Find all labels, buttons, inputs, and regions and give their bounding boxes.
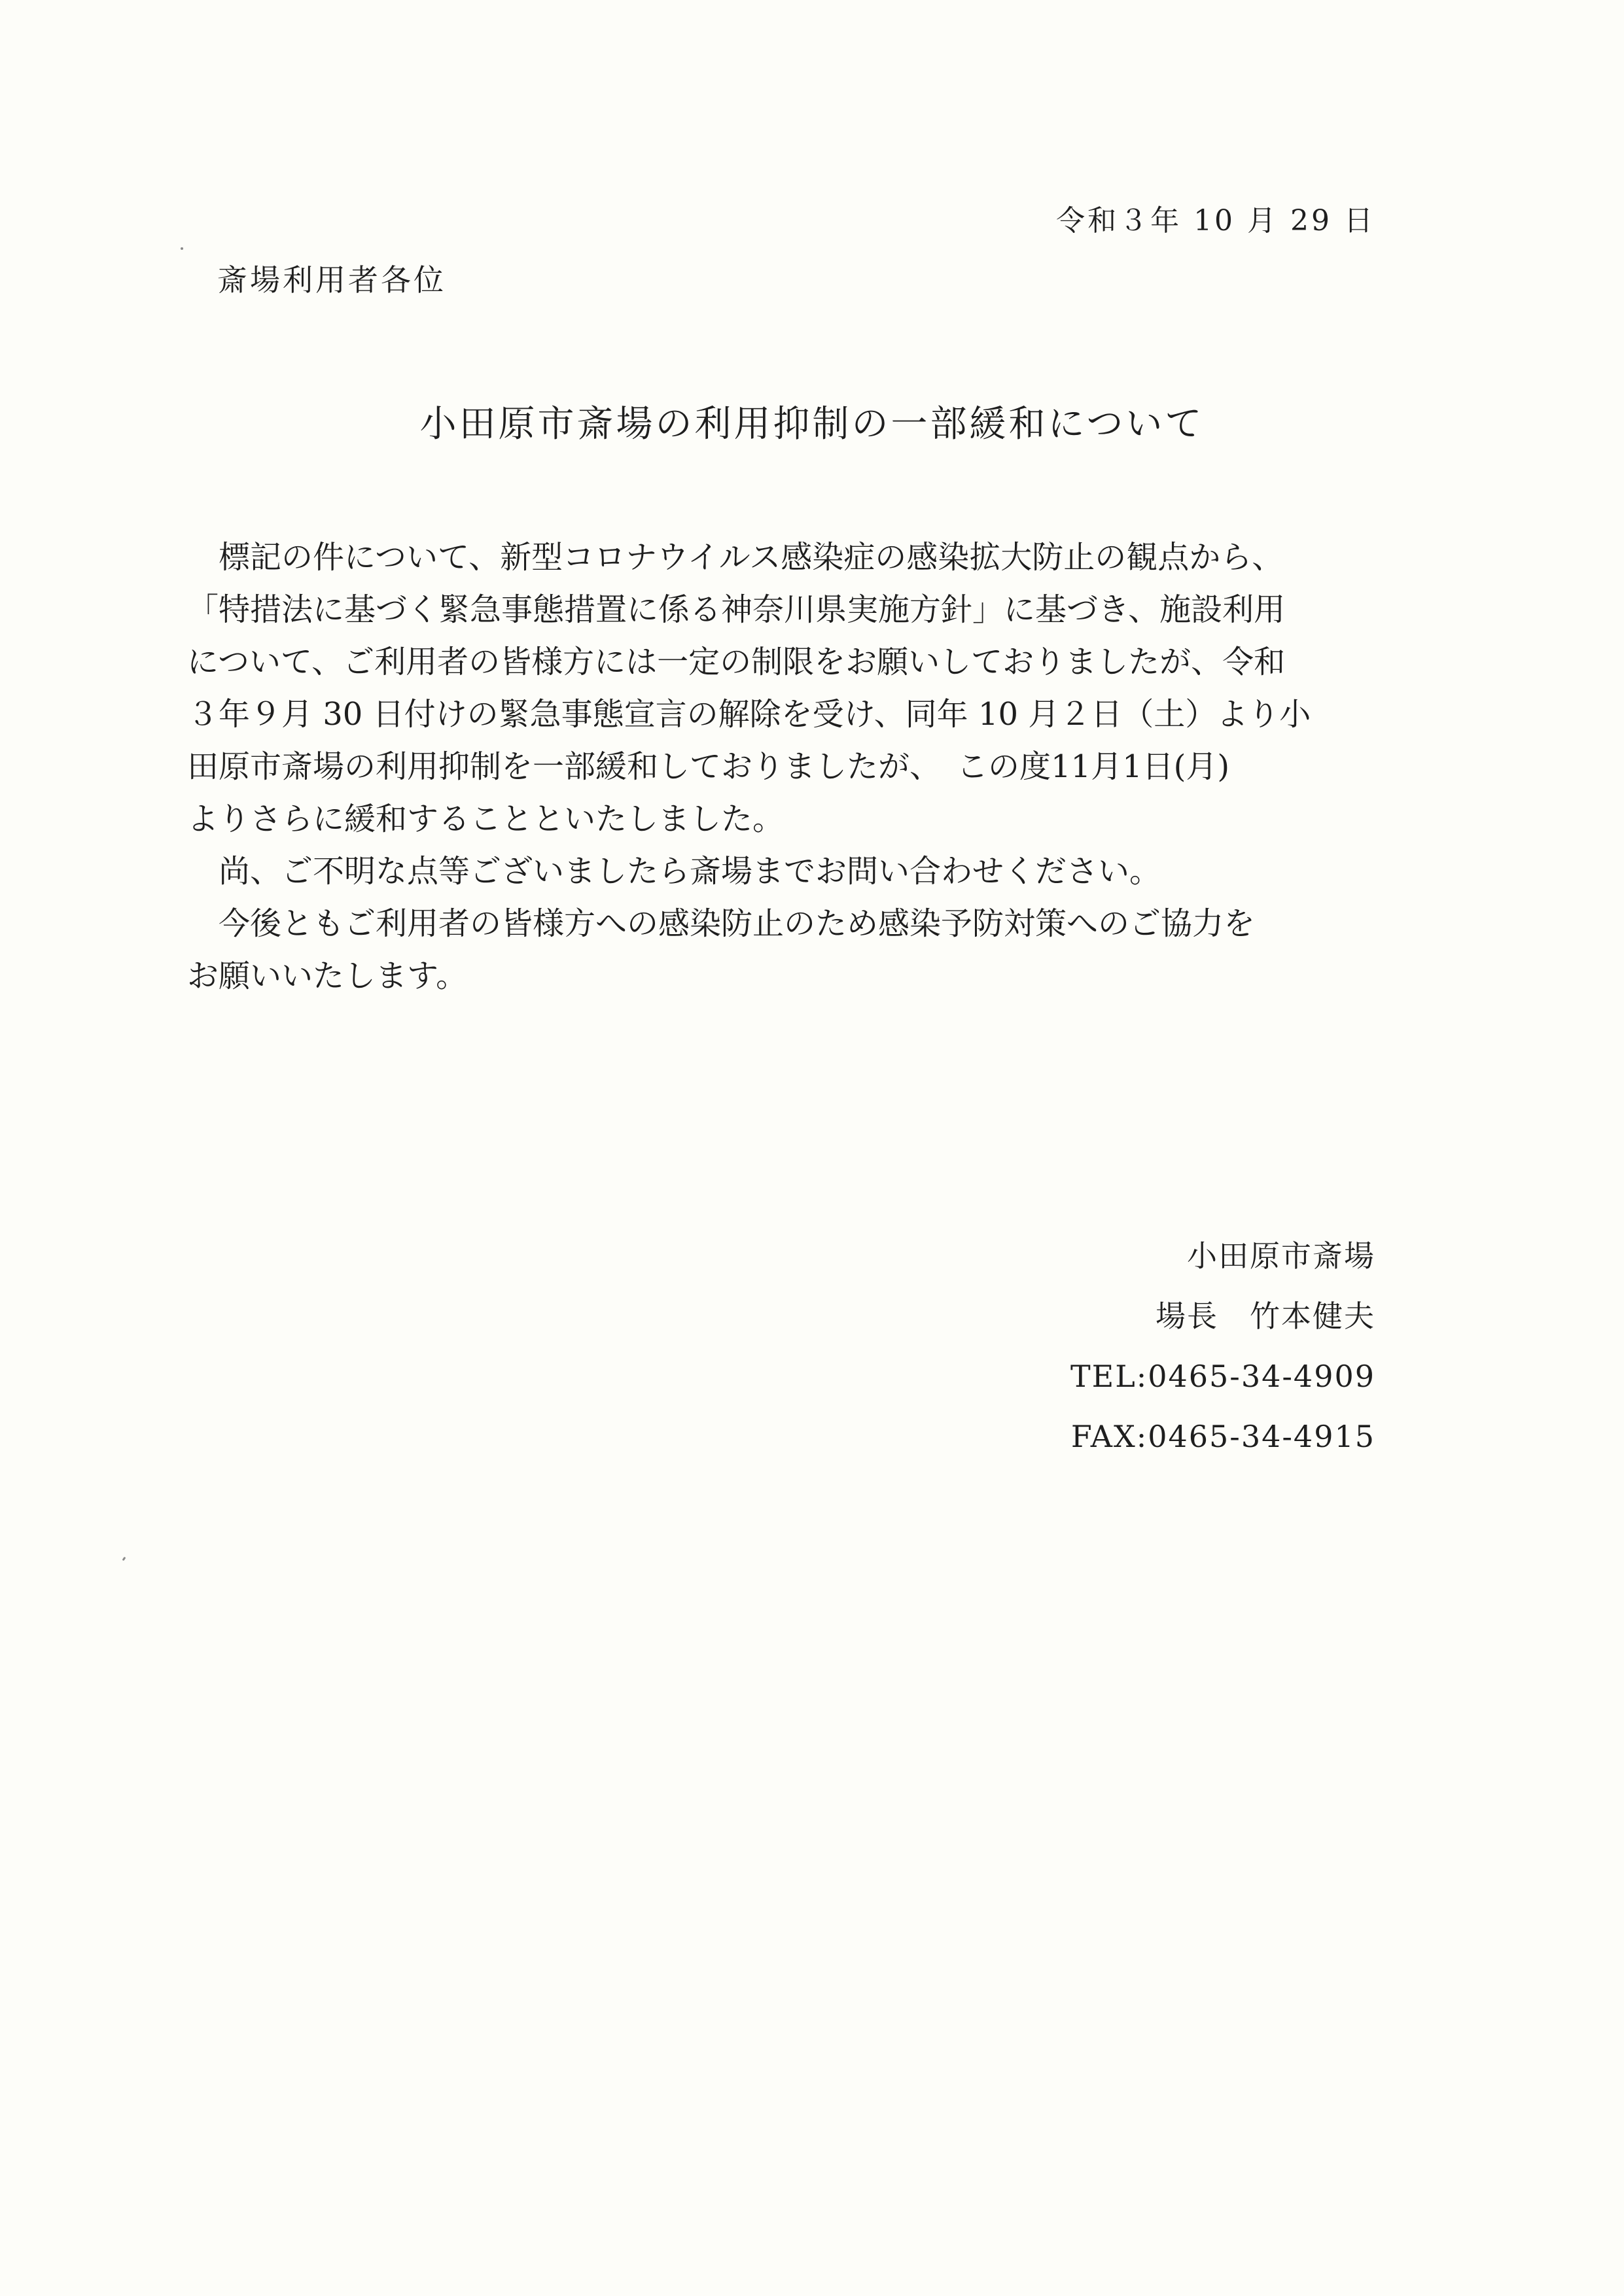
body-line: 今後ともご利用者の皆様方への感染防止のため感染予防対策へのご協力を bbox=[187, 905, 1256, 942]
signature-tel: TEL:0465-34-4909 bbox=[1070, 1359, 1375, 1394]
signature-organization: 小田原市斎場 bbox=[1187, 1238, 1375, 1274]
document-date: 令和３年 10 月 29 日 bbox=[1056, 204, 1375, 237]
body-line: について、ご利用者の皆様方には一定の制限をお願いしておりましたが、令和 bbox=[187, 644, 1286, 680]
signature-fax: FAX:0465-34-4915 bbox=[1070, 1419, 1375, 1454]
body-line: よりさらに緩和することといたしました。 bbox=[187, 801, 785, 837]
body-line: 標記の件について、新型コロナウイルス感染症の感染拡大防止の観点から、 bbox=[187, 539, 1284, 576]
body-text bbox=[187, 531, 1417, 1002]
scan-speck bbox=[181, 247, 183, 250]
body-line: お願いいたします。 bbox=[187, 958, 468, 994]
document-title: 小田原市斎場の利用抑制の一部緩和について bbox=[419, 403, 1205, 445]
scan-speck bbox=[122, 1557, 126, 1561]
signature-name: 場長 竹本健夫 bbox=[1156, 1298, 1375, 1334]
signature-block bbox=[1070, 1226, 1375, 1467]
body-line: 尚、ご不明な点等ございましたら斎場までお問い合わせください。 bbox=[187, 853, 1161, 890]
body-line: 田原市斎場の利用抑制を一部緩和しておりましたが、 この度11月1日(月) bbox=[187, 748, 1230, 785]
addressee: 斎場利用者各位 bbox=[217, 262, 446, 298]
body-line: 「特措法に基づく緊急事態措置に係る神奈川県実施方針」に基づき、施設利用 bbox=[187, 591, 1286, 628]
body-line: ３年９月 30 日付けの緊急事態宣言の解除を受け、同年 10 月２日（土）より小 bbox=[187, 696, 1311, 733]
